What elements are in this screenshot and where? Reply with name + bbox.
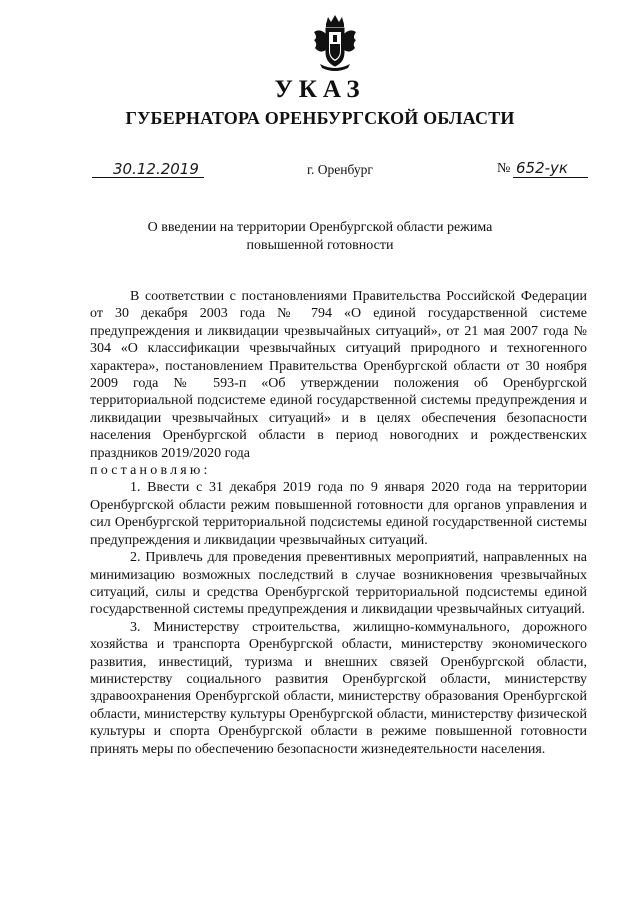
- item-paragraph: 1. Ввести с 31 декабря 2019 года по 9 января 2020 года на территории Оренбургской области режим повышенной готовности для органов управления и сил Оренбургской территориальной подсистемы единой государственной системы предупреждения и ликвидации чрезвычайных ситуаций.: [90, 480, 587, 548]
- preamble-paragraph: В соответствии с постановлениями Правительства Российской Федерации от 30 декабря 2003 года № 794 «О единой государственной системе предупреждения и ликвидации чрезвычайных ситуаций», от 21 мая 2007 года № 304 «О классификации чрезвычайных ситуаций природного и техногенного характера», постановлением Правительства Оренбургской области от 30 ноября 2009 года № 593-п «Об утверждении положения об Оренбургской территориальной подсистеме единой государственной системы предупреждения и ликвидации чрезвычайных ситуаций» и в целях обеспечения безопасности населения Оренбургской области в период новогодних и рождественских праздников 2019/2020 года: [90, 289, 587, 461]
- number-label: №: [497, 161, 511, 176]
- date-underline: [92, 177, 204, 178]
- document-type-title: УКАЗ: [274, 76, 366, 103]
- coat-of-arms-icon: [312, 14, 358, 72]
- issuer-title: ГУБЕРНАТОРА ОРЕНБУРГСКОЙ ОБЛАСТИ: [125, 108, 515, 128]
- decree-number: 652-ук: [516, 159, 568, 177]
- document-title: О введении на территории Оренбургской области режима повышенной готовности: [147, 220, 493, 253]
- document-body: [90, 288, 587, 758]
- item-paragraph: 2. Привлечь для проведения превентивных мероприятий, направленных на минимизацию возможных последствий в случае возникновения чрезвычайных ситуаций, силы и средства Оренбургской территориальной подсистемы единой государственной системы предупреждения и ликвидации чрезвычайных ситуаций.: [90, 550, 587, 618]
- number-underline: [513, 177, 588, 178]
- decree-date: 30.12.2019: [113, 160, 199, 178]
- city: г. Оренбург: [307, 162, 373, 177]
- resolve-word: постановляю:: [90, 463, 211, 479]
- item-paragraph: 3. Министерству строительства, жилищно-коммунального, дорожного хозяйства и транспорта Оренбургской области, министерству экономического развития, инвестиций, туризма и внешних связей Оренбургской области, министерству социального развития Оренбургской области, министерству здравоохранения Оренбургской области, министерству образования Оренбургской области, министерству культуры Оренбургской области, министерству физической культуры и спорта Оренбургской области в режиме повышенной готовности принять меры по обеспечению безопасности жизнедеятельности населения.: [90, 619, 587, 757]
- meta-row: [0, 161, 640, 185]
